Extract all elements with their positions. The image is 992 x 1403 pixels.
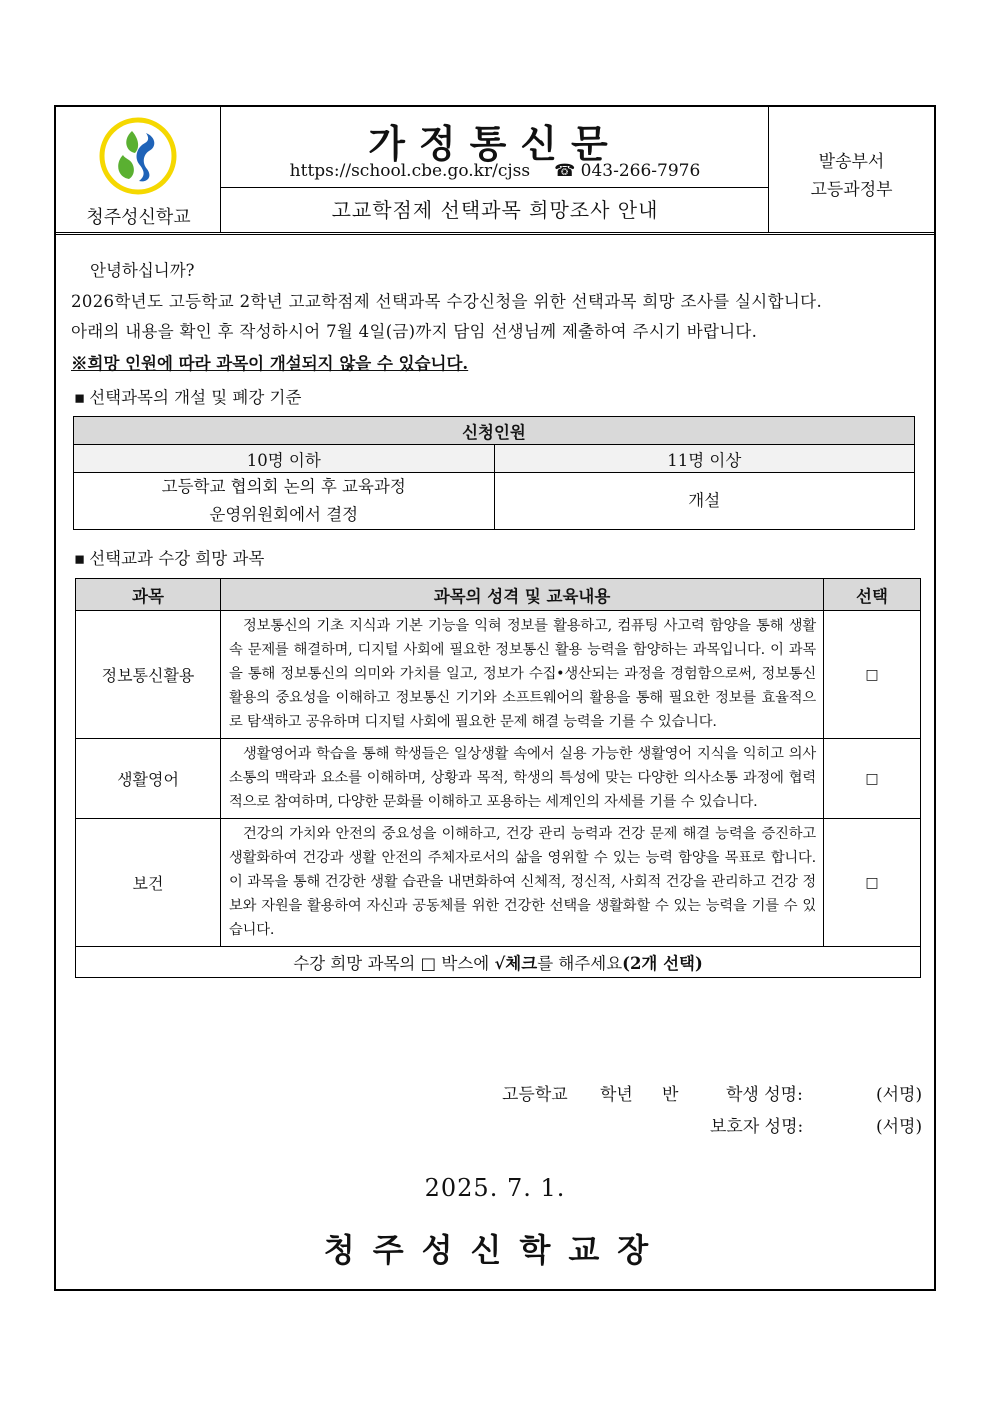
dept-label: 발송부서 bbox=[818, 152, 885, 172]
col-header-description: 과목의 성격 및 교육내용 bbox=[221, 579, 824, 611]
course-description: 정보통신의 기초 지식과 기본 기능을 익혀 정보를 활용하고, 컴퓨팅 사고력 함양을 통해 생활 속 문제를 해결하며, 디지털 사회에 필요한 정보통신 활용 능력을 함양하는 과목입니다. 이 과목을 통해 정보통신의 의미와 가치를 일고, 정보가 수집•생산되는 과정을 경험함으로써, 정보통신 활용의 중요성을 이해하고 정보통신 기기와 소프트웨어의 활용을 통해 필요한 정보를 효율적으로 탐색하고 공유하며 디지털 사회에 필요한 문제 해결 능력을 기를 수 있습니다. bbox=[221, 611, 824, 739]
phone-icon: ☎ bbox=[554, 161, 576, 181]
contact-line bbox=[221, 161, 769, 181]
grade-label: 학년 bbox=[600, 1085, 633, 1105]
issue-date: 2025. 7. 1. bbox=[424, 1174, 566, 1202]
course-checkbox[interactable]: □ bbox=[824, 739, 921, 819]
phone-number: 043-266-7976 bbox=[580, 161, 701, 181]
courses-table bbox=[75, 578, 921, 978]
course-subject: 생활영어 bbox=[76, 739, 221, 819]
col-header-subject: 과목 bbox=[76, 579, 221, 611]
title-cell bbox=[221, 107, 769, 232]
school-level-label: 고등학교 bbox=[502, 1085, 568, 1105]
dept-name: 고등과정부 bbox=[810, 180, 893, 200]
student-sign-mark: (서명) bbox=[876, 1085, 923, 1105]
letter-title: 가정통신문 bbox=[368, 121, 622, 166]
table-row bbox=[76, 819, 921, 947]
greeting: 안녕하십니까? bbox=[90, 261, 195, 280]
dept-cell bbox=[769, 107, 934, 232]
course-subject: 보건 bbox=[76, 819, 221, 947]
section1-title: ▪ 선택과목의 개설 및 폐강 기준 bbox=[74, 384, 301, 408]
class-label: 반 bbox=[662, 1085, 679, 1105]
parent-sign-mark: (서명) bbox=[876, 1117, 923, 1137]
criteria-header: 신청인원 bbox=[74, 417, 915, 445]
document-frame bbox=[54, 105, 936, 1291]
course-checkbox[interactable]: □ bbox=[824, 611, 921, 739]
note-check: √체크 bbox=[494, 954, 538, 973]
school-url: https://school.cbe.go.kr/cjss bbox=[289, 161, 531, 181]
intro-line-2: 아래의 내용을 확인 후 작성하시어 7월 4일(금)까지 담임 선생님께 제출하여 주시기 바랍니다. bbox=[71, 322, 758, 341]
intro-line-1: 2026학년도 고등학교 2학년 고교학점제 선택과목 수강신청을 위한 선택과목 희망 조사를 실시합니다. bbox=[71, 292, 823, 311]
parent-name-label: 보호자 성명: bbox=[710, 1117, 804, 1137]
note-prefix: 수강 희망 과목의 bbox=[293, 954, 416, 973]
letter-subject: 고교학점제 선택과목 희망조사 안내 bbox=[221, 187, 769, 232]
school-logo-icon bbox=[99, 117, 177, 195]
criteria-cell-1-line-1: 고등학교 협의회 논의 후 교육과정 bbox=[161, 477, 406, 496]
note-mid: 박스에 bbox=[441, 954, 490, 973]
criteria-cell-1 bbox=[74, 473, 495, 530]
criteria-cell-2: 개설 bbox=[494, 473, 915, 530]
course-description: 생활영어과 학습을 통해 학생들은 일상생활 속에서 실용 가능한 생활영어 지식을 익히고 의사소통의 맥락과 요소를 이해하며, 상황과 목적, 학생의 특성에 맞는 다양한 의사소통 과정에 협력적으로 참여하며, 다양한 문화를 이해하고 포용하는 세계인의 자세를 기를 수 있습니다. bbox=[221, 739, 824, 819]
student-name-label: 학생 성명: bbox=[726, 1085, 803, 1105]
principal-signature: 청주성신학교장 bbox=[323, 1231, 667, 1269]
note-suffix: 를 해주세요 bbox=[537, 954, 623, 973]
school-name: 청주성신학교 bbox=[86, 207, 191, 228]
table-row bbox=[76, 611, 921, 739]
section2-title: ▪ 선택교과 수강 희망 과목 bbox=[74, 545, 264, 569]
logo-cell bbox=[56, 107, 221, 232]
checkbox-icon: □ bbox=[420, 954, 437, 973]
criteria-col-1: 10명 이하 bbox=[74, 445, 495, 473]
note-count: (2개 선택) bbox=[622, 954, 703, 973]
course-description: 건강의 가치와 안전의 중요성을 이해하고, 건강 관리 능력과 건강 문제 해결 능력을 증진하고 생활화하여 건강과 생활 안전의 주체자로서의 삶을 영위할 수 있는 능력 함양을 목표로 합니다. 이 과목을 통해 건강한 생활 습관을 내면화하여 신체적, 정신적, 사회적 건강을 관리하고 건강 정보와 자원을 활용하여 자신과 공동체를 위한 건강한 선택을 생활화할 수 있는 능력을 기를 수 있습니다. bbox=[221, 819, 824, 947]
selection-instruction bbox=[76, 947, 921, 978]
notice: ※희망 인원에 따라 과목이 개설되지 않을 수 있습니다. bbox=[71, 354, 469, 373]
course-subject: 정보통신활용 bbox=[76, 611, 221, 739]
criteria-table bbox=[73, 416, 915, 530]
letter-header bbox=[56, 107, 934, 235]
col-header-select: 선택 bbox=[824, 579, 921, 611]
criteria-cell-1-line-2: 운영위원회에서 결정 bbox=[209, 505, 359, 524]
course-checkbox[interactable]: □ bbox=[824, 819, 921, 947]
table-row bbox=[76, 739, 921, 819]
criteria-col-2: 11명 이상 bbox=[494, 445, 915, 473]
